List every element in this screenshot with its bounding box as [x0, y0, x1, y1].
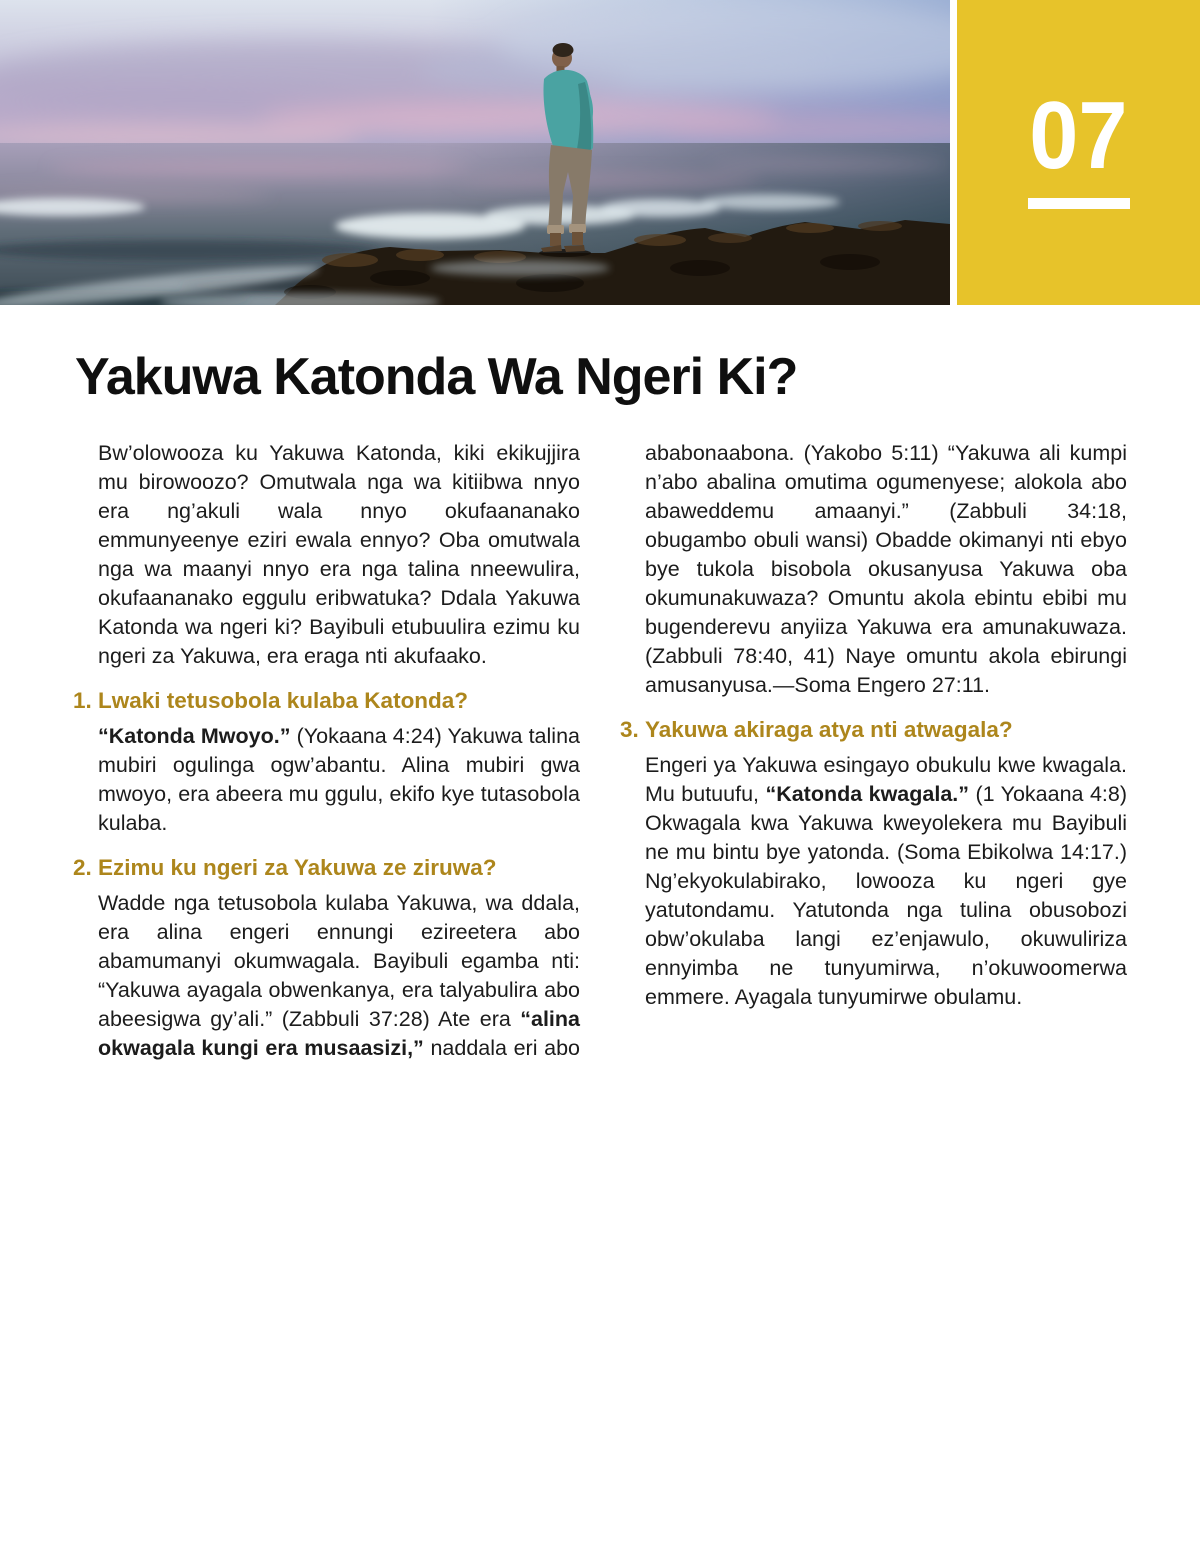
question-number: 3.: [620, 717, 639, 743]
chapter-underline-bar: [1028, 198, 1130, 209]
answer-paragraph-1: “Katonda Mwoyo.” (Yokaana 4:24) Yakuwa talina mubiri ogulinga ogw’abantu. Alina mubiri gwa mwoyo, era abeera mu ggulu, ekifo kye tutasobola kulaba.: [98, 724, 580, 836]
hero-gap: [950, 0, 957, 305]
question-number: 1.: [73, 688, 92, 714]
question-number: 2.: [73, 855, 92, 881]
hero: [0, 0, 1200, 305]
question-heading-2: [73, 853, 580, 882]
page-title: Yakuwa Katonda Wa Ngeri Ki?: [75, 348, 798, 406]
sea-dusk-photo-illustration: [0, 0, 950, 305]
hero-photo: [0, 0, 950, 305]
answer-paragraph-2: Wadde nga tetusobola kulaba Yakuwa, wa ddala, era alina engeri ennungi ezireetera abo abamumanyi okumwagala. Bayibuli egamba nti: “Yakuwa ayagala obwenkanya, era talyabulira abo abeesigwa gy’ali.” (Zabbuli 37:28) Ate era “alina okwagala kungi era musaasizi,” naddala eri abo ababonaabona. (Yakobo 5:11) “Yakuwa ali kumpi n’abo abalina omutima ogumenyese; alokola abo abaweddemu amaanyi.” (Zabbuli 34:18, obugambo obuli wansi) Obadde okimanyi nti ebyo bye tukola bisobola okusanyusa Yakuwa oba okumunakuwaza? Omuntu akola ebintu ebibi mu bugenderevu anyiiza Yakuwa era amunakuwaza. (Zabbuli 78:40, 41) Naye omuntu akola ebirungi amusanyusa.—Soma Engero 27:11.: [98, 441, 1127, 1061]
question-text: Lwaki tetusobola kulaba Katonda?: [98, 688, 469, 714]
question-heading-1: [73, 686, 580, 715]
intro-paragraph: Bw’olowooza ku Yakuwa Katonda, kiki ekikujjira mu birowoozo? Omutwala nga wa kitiibwa nnyo era ng’akuli wala nnyo okufaananako emmunyeenye eziri ewala ennyo? Oba omutwala nga wa maanyi nnyo era nga talina nneewulira, okufaananako eggulu eribwatuka? Ddala Yakuwa Katonda wa ngeri ki? Bayibuli etubuulira ezimu ku ngeri za Yakuwa, era eraga nti akufaako.: [98, 441, 580, 669]
question-heading-3: [620, 715, 1127, 744]
answer-paragraph-3: Engeri ya Yakuwa esingayo obukulu kwe kwagala. Mu butuufu, “Katonda kwagala.” (1 Yokaana 4:8) Okwagala kwa Yakuwa kweyolekera mu Bayibuli ne mu bintu bye yatonda. (Soma Ebikolwa 14:17.) Ng’ekyokulabirako, lowooza ku ngeri gye yatutondamu. Yatutonda nga tulina obusobozi obw’okulaba langi ez’enjawulo, okuwuliriza ennyimba ne tunyumirwa, n’okuwoomerwa emmere. Ayagala tunyumirwe obulamu.: [645, 753, 1127, 1010]
chapter-number: 07: [1029, 82, 1128, 189]
question-text: Ezimu ku ngeri za Yakuwa ze ziruwa?: [98, 855, 497, 881]
question-text: Yakuwa akiraga atya nti atwagala?: [645, 717, 1013, 743]
article-columns: [73, 439, 1127, 1091]
chapter-badge: [957, 0, 1200, 305]
